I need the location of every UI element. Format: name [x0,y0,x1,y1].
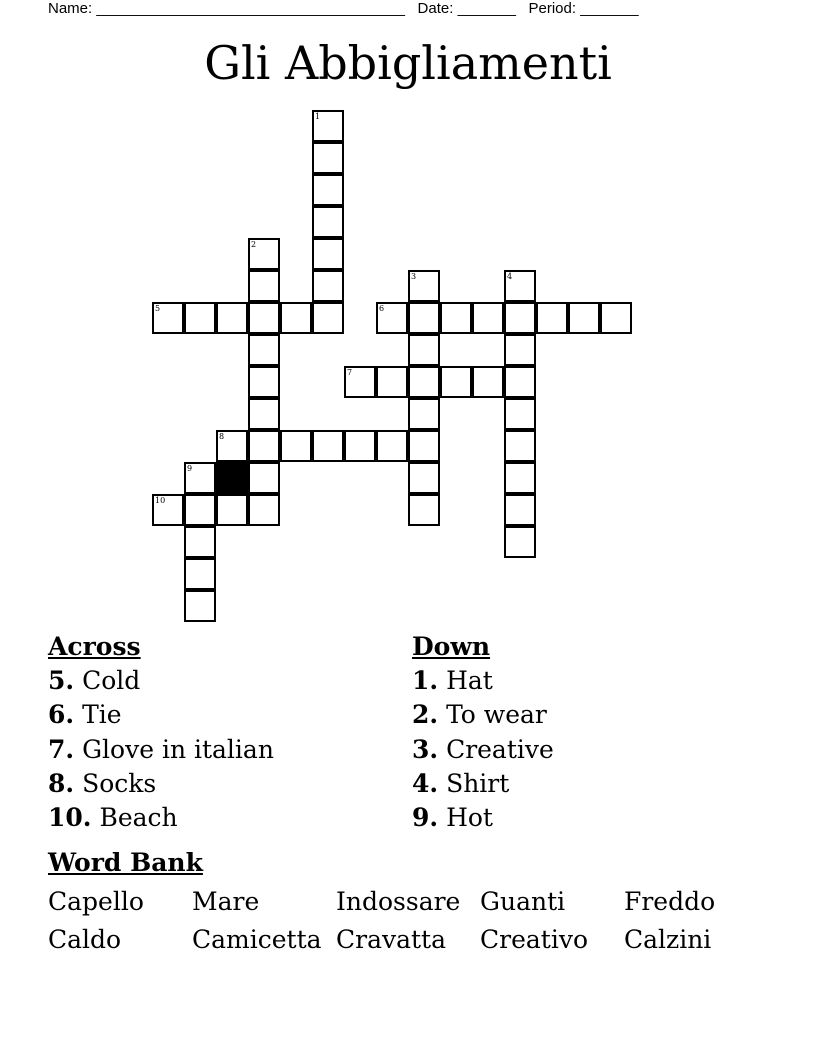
crossword-cell[interactable] [312,430,344,462]
crossword-cell[interactable] [184,526,216,558]
crossword-cell[interactable] [312,206,344,238]
clue-down-9 [412,801,554,835]
clue-across-5 [48,664,274,698]
clue-across-6 [48,698,274,732]
crossword-cell[interactable] [184,302,216,334]
clue-number: 2. [412,700,439,730]
crossword-cell[interactable] [248,462,280,494]
crossword-cell[interactable] [376,430,408,462]
across-clues [48,630,274,835]
clue-text: Socks [82,768,157,798]
clue-number: 6. [48,700,75,730]
crossword-cell[interactable] [216,302,248,334]
word-bank-heading: Word Bank [48,848,203,877]
clue-across-10 [48,801,274,835]
clue-down-1 [412,664,554,698]
clue-number: 9. [412,803,439,833]
crossword-cell[interactable] [408,270,440,302]
crossword-cell[interactable] [344,366,376,398]
clue-number-label: 8 [219,432,225,441]
period-field[interactable]: _______ [580,0,639,17]
black-square [216,462,248,494]
clue-text: Hot [446,803,493,833]
clue-number-label: 5 [155,304,161,313]
crossword-cell[interactable] [216,494,248,526]
clue-down-4 [412,767,554,801]
crossword-cell[interactable] [600,302,632,334]
clue-number: 3. [412,734,439,764]
crossword-cell[interactable] [408,462,440,494]
date-field[interactable]: _______ [457,0,516,17]
date-label: Date: [417,0,454,17]
crossword-cell[interactable] [248,270,280,302]
clue-text: Cold [82,666,141,695]
crossword-cell[interactable] [504,334,536,366]
clue-number-label: 9 [187,464,193,473]
crossword-cell[interactable] [184,494,216,526]
crossword-cell[interactable] [376,302,408,334]
clue-number: 8. [48,768,75,798]
crossword-cell[interactable] [568,302,600,334]
clue-number: 10. [48,803,92,833]
name-label: Name: [48,0,93,17]
crossword-cell[interactable] [152,302,184,334]
clue-number: 5. [48,666,75,695]
crossword-cell[interactable] [248,366,280,398]
crossword-cell[interactable] [248,334,280,366]
crossword-cell[interactable] [504,302,536,334]
across-heading: Across [48,632,141,661]
clue-text: Tie [82,700,122,730]
crossword-cell[interactable] [280,430,312,462]
crossword-cell[interactable] [408,302,440,334]
crossword-cell[interactable] [248,398,280,430]
clue-number-label: 3 [411,272,417,281]
crossword-cell[interactable] [248,238,280,270]
crossword-cell[interactable] [504,526,536,558]
clue-text: Beach [99,803,178,833]
crossword-cell[interactable] [312,174,344,206]
word-bank-word: Guanti [480,887,566,916]
clue-number: 1. [412,666,439,695]
crossword-cell[interactable] [280,302,312,334]
clue-number-label: 1 [315,112,321,121]
clue-down-3 [412,733,554,767]
clue-across-8 [48,767,274,801]
crossword-cell[interactable] [312,238,344,270]
crossword-cell[interactable] [248,430,280,462]
word-bank-word: Caldo [48,925,122,954]
crossword-cell[interactable] [504,366,536,398]
word-bank-word: Capello [48,887,144,916]
crossword-cell[interactable] [248,302,280,334]
clue-text: Creative [446,734,554,764]
clue-text: To wear [446,700,547,730]
crossword-cell[interactable] [408,494,440,526]
clue-text: Shirt [446,768,510,798]
crossword-cell[interactable] [184,558,216,590]
crossword-cell[interactable] [504,462,536,494]
crossword-cell[interactable] [504,430,536,462]
crossword-cell[interactable] [472,366,504,398]
crossword-cell[interactable] [408,366,440,398]
page-title: Gli Abbigliamenti [204,36,612,90]
word-bank-word: Cravatta [336,925,447,954]
word-bank-word: Calzini [624,925,712,954]
word-bank-word: Camicetta [192,925,322,954]
name-field[interactable]: _____________________________________ [96,0,406,17]
word-bank-word: Indossare [336,887,461,916]
clue-number-label: 2 [251,240,257,249]
crossword-cell[interactable] [344,430,376,462]
crossword-cell[interactable] [312,270,344,302]
crossword-cell[interactable] [504,270,536,302]
down-clues [412,630,554,835]
word-bank-row [48,921,768,959]
crossword-cell[interactable] [376,366,408,398]
crossword-cell[interactable] [472,302,504,334]
crossword-cell[interactable] [248,494,280,526]
crossword-cell[interactable] [312,142,344,174]
clue-number-label: 4 [507,272,513,281]
crossword-cell[interactable] [504,494,536,526]
clue-down-2 [412,698,554,732]
word-bank-word: Mare [192,887,260,916]
crossword-cell[interactable] [184,590,216,622]
crossword-cell[interactable] [312,302,344,334]
crossword-cell[interactable] [440,366,472,398]
clue-number-label: 10 [155,496,166,505]
crossword-cell[interactable] [184,462,216,494]
crossword-cell[interactable] [408,334,440,366]
clue-number-label: 6 [379,304,385,313]
clue-number: 4. [412,768,439,798]
crossword-cell[interactable] [440,302,472,334]
clue-text: Glove in italian [82,734,274,764]
clue-across-7 [48,733,274,767]
word-bank [48,883,768,959]
crossword-cell[interactable] [216,430,248,462]
crossword-cell[interactable] [504,398,536,430]
crossword-cell[interactable] [536,302,568,334]
clue-text: Hat [446,666,493,695]
word-bank-row [48,883,768,921]
crossword-cell[interactable] [312,110,344,142]
crossword-cell[interactable] [408,430,440,462]
clue-number: 7. [48,734,75,764]
crossword-cell[interactable] [408,398,440,430]
clue-number-label: 7 [347,368,353,377]
period-label: Period: [528,0,577,17]
down-heading: Down [412,632,491,661]
word-bank-word: Creativo [480,925,588,954]
crossword-cell[interactable] [152,494,184,526]
word-bank-word: Freddo [624,887,716,916]
